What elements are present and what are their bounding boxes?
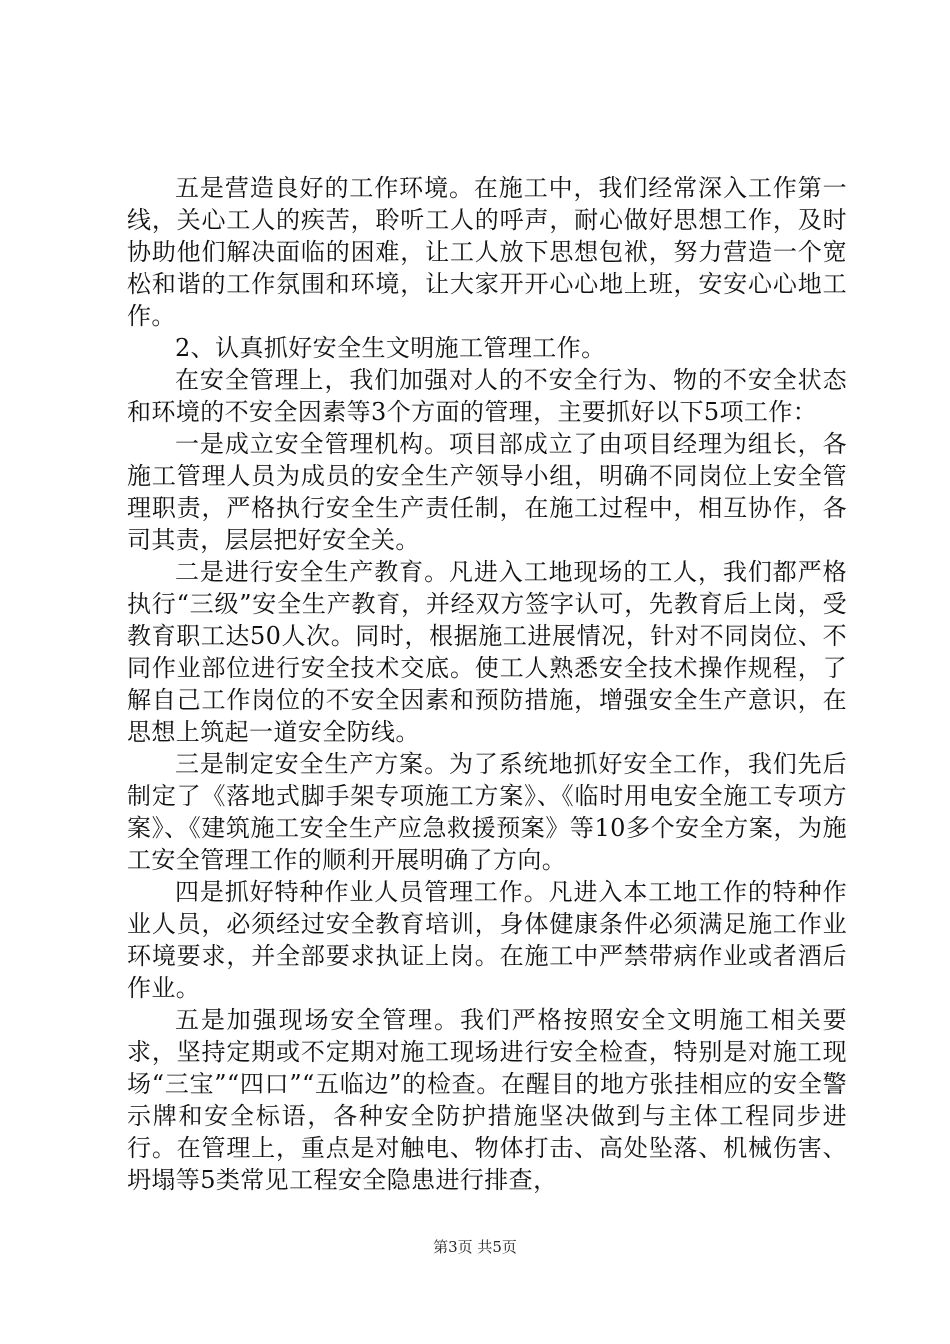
paragraph-safety-overview: 在安全管理上，我们加强对人的不安全行为、物的不安全状态和环境的不安全因素等3个方面的管理，主要抓好以下5项工作： bbox=[127, 366, 847, 426]
page-number-footer: 第3页 共5页 bbox=[433, 1238, 517, 1256]
paragraph-safety-plans: 三是制定安全生产方案。为了系统地抓好安全工作，我们先后制定了《落地式脚手架专项施工方案》、《临时用电安全施工专项方案》、《建筑施工安全生产应急救援预案》等10多个安全方案，为施工安全管理工作的顺利开展明确了方向。 bbox=[127, 750, 847, 874]
paragraph-special-workers: 四是抓好特种作业人员管理工作。凡进入本工地工作的特种作业人员，必须经过安全教育培训，身体健康条件必须满足施工作业环境要求，并全部要求执证上岗。在施工中严禁带病作业或者酒后作业。 bbox=[127, 878, 847, 1002]
document-body bbox=[127, 172, 847, 1196]
paragraph-work-environment: 五是营造良好的工作环境。在施工中，我们经常深入工作第一线，关心工人的疾苦，聆听工人的呼声，耐心做好思想工作，及时协助他们解决面临的困难，让工人放下思想包袱，努力营造一个宽松和谐的工作氛围和环境，让大家开开心心地上班，安安心心地工作。 bbox=[127, 174, 847, 330]
section-heading-safety: 2、认真抓好安全生文明施工管理工作。 bbox=[175, 334, 606, 362]
paragraph-safety-organization: 一是成立安全管理机构。项目部成立了由项目经理为组长，各施工管理人员为成员的安全生产领导小组，明确不同岗位上安全管理职责，严格执行安全生产责任制，在施工过程中，相互协作，各司其责，层层把好安全关。 bbox=[127, 430, 847, 554]
paragraph-site-management: 五是加强现场安全管理。我们严格按照安全文明施工相关要求，坚持定期或不定期对施工现场进行安全检查，特别是对施工现场“三宝”“四口”“五临边”的检查。在醒目的地方张挂相应的安全警示牌和安全标语，各种安全防护措施坚决做到与主体工程同步进行。在管理上，重点是对触电、物体打击、高处坠落、机械伤害、坍塌等5类常见工程安全隐患进行排查， bbox=[127, 1006, 847, 1194]
paragraph-safety-education: 二是进行安全生产教育。凡进入工地现场的工人，我们都严格执行“三级”安全生产教育，并经双方签字认可，先教育后上岗，受教育职工达50人次。同时，根据施工进展情况，针对不同岗位、不同作业部位进行安全技术交底。使工人熟悉安全技术操作规程，了解自己工作岗位的不安全因素和预防措施，增强安全生产意识，在思想上筑起一道安全防线。 bbox=[127, 558, 847, 746]
